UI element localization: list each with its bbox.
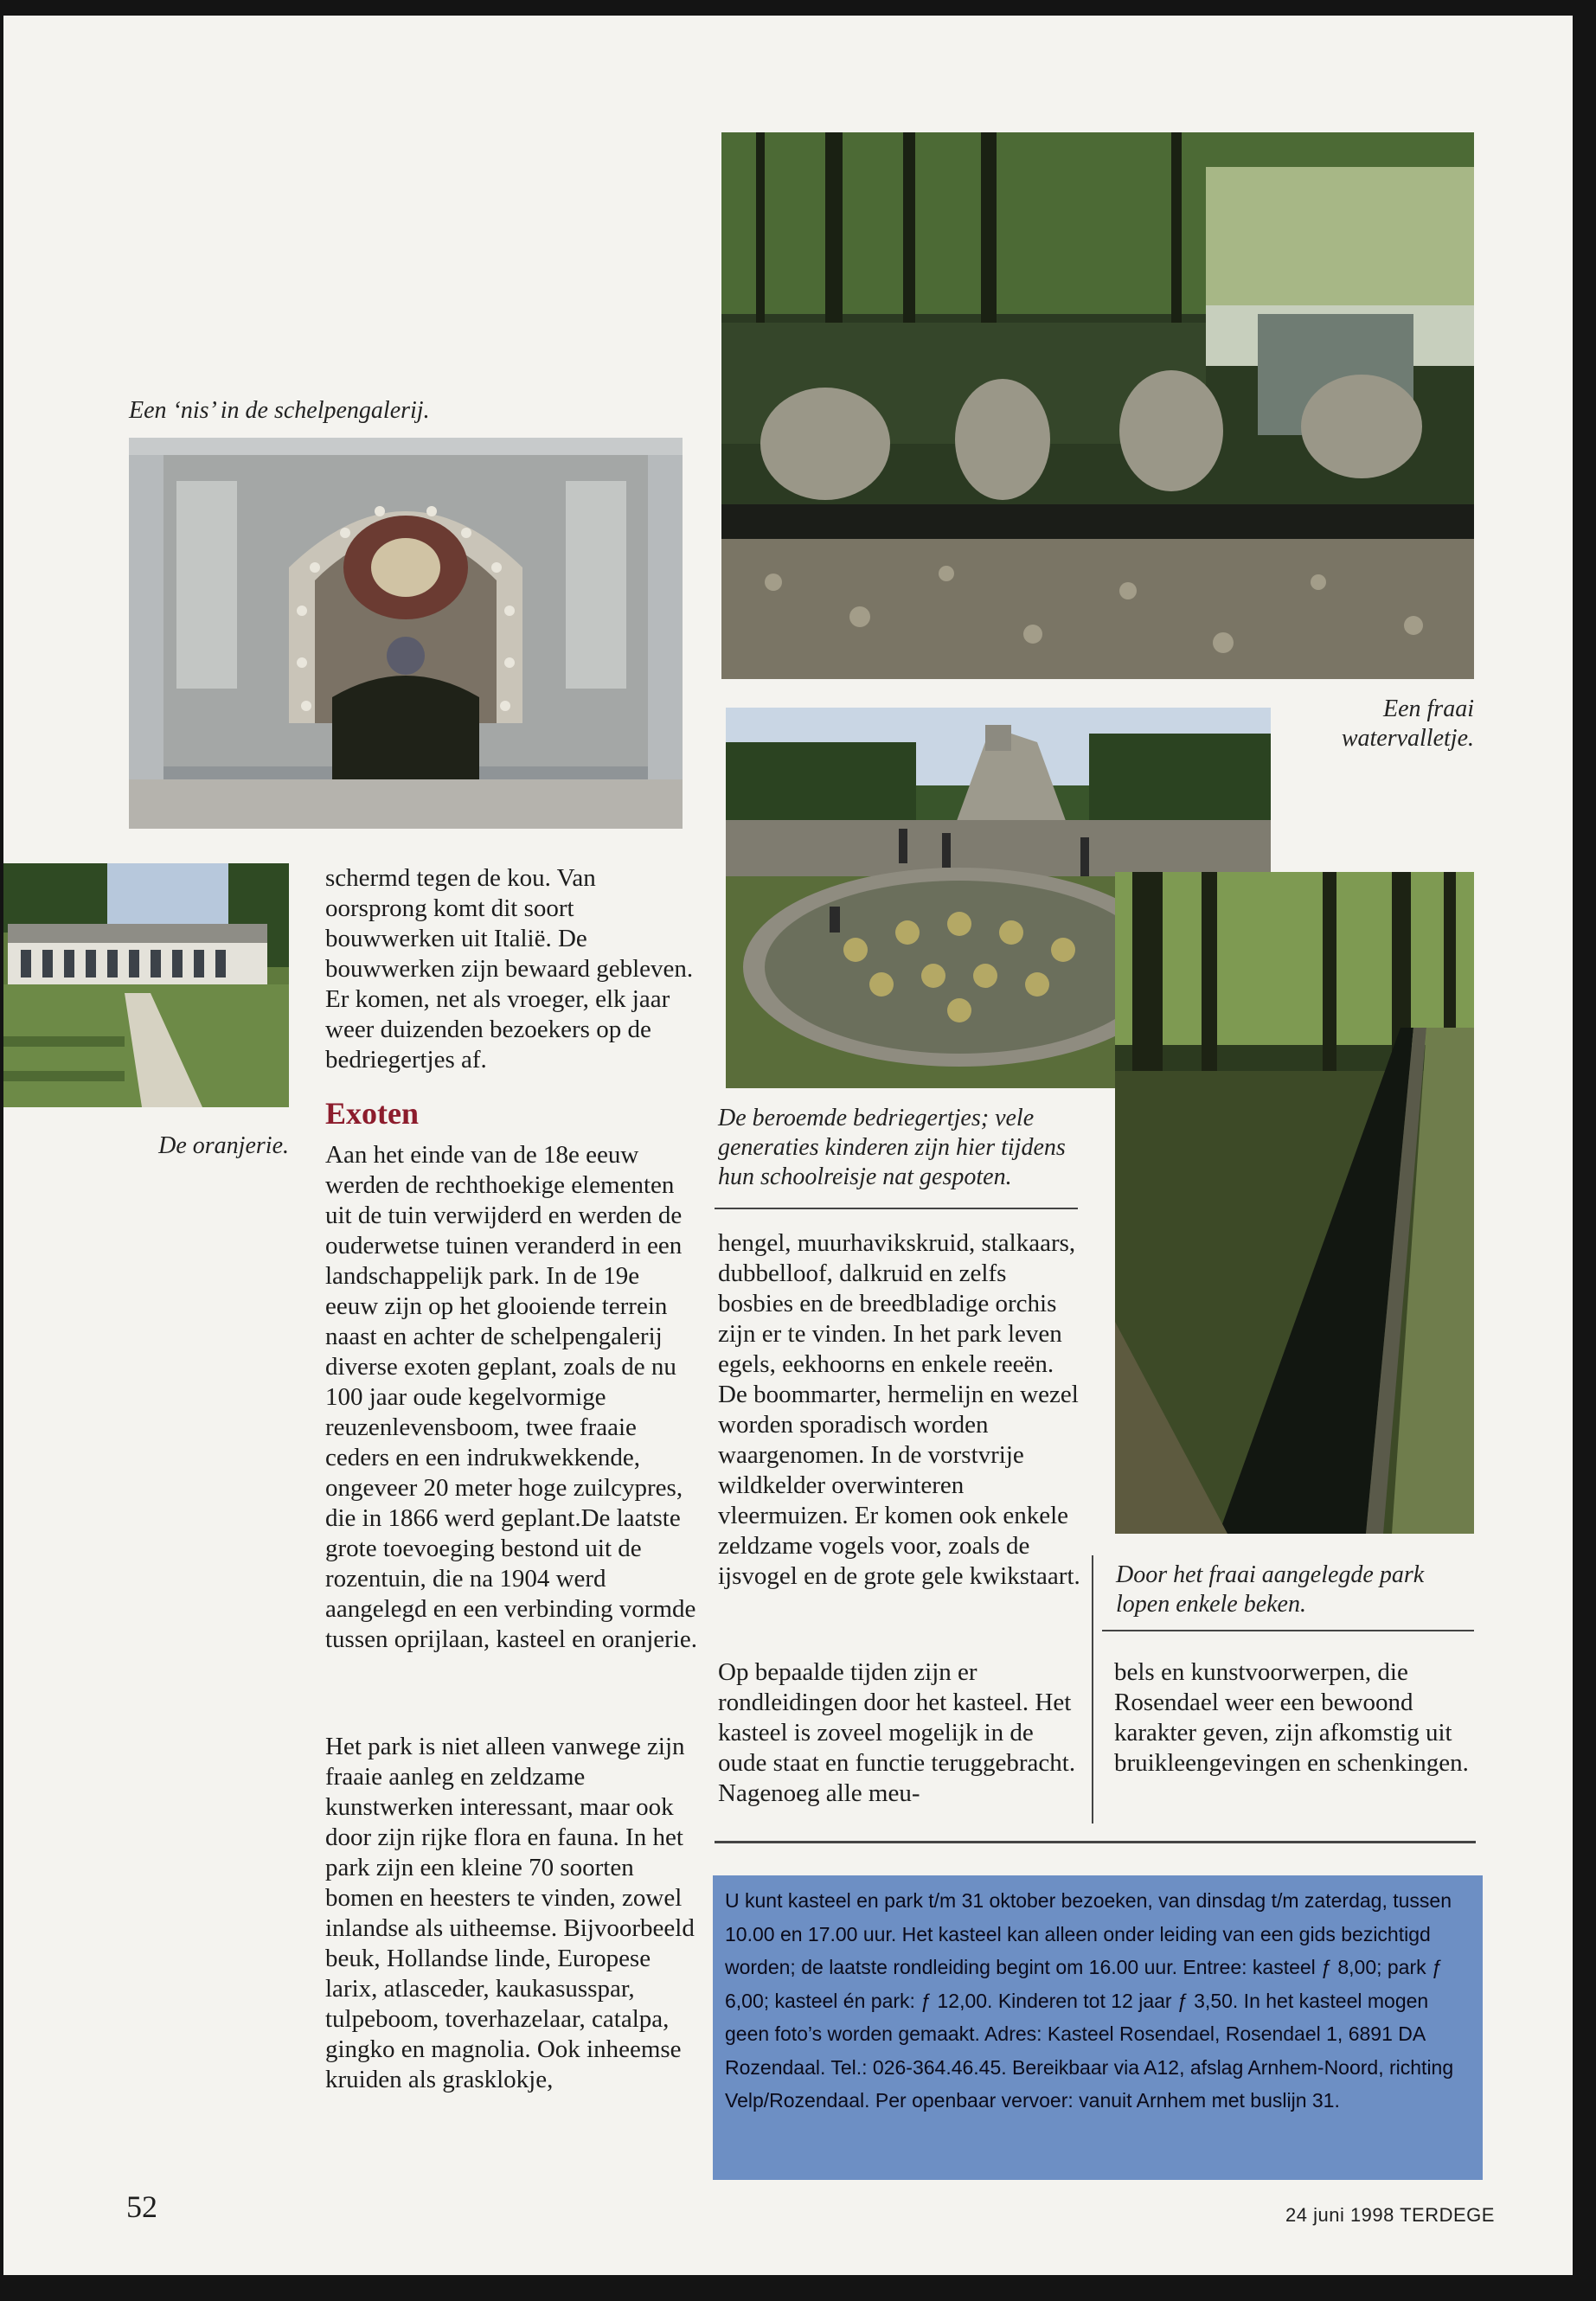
scan-border-right <box>1573 0 1596 2301</box>
col2-paragraph-2: Op bepaalde tijden zijn er rondleidingen door het kasteel. Het kasteel is zoveel mogelijk in de oude staat en functie teruggebracht. Nagenoeg alle meu- <box>718 1658 1076 1807</box>
infobox-top-rule <box>715 1841 1476 1843</box>
column-2-rule <box>715 1208 1078 1209</box>
scan-border-bottom <box>0 2275 1596 2301</box>
photo-shell-gallery-niche <box>129 438 683 829</box>
visitor-info-box: U kunt kasteel en park t/m 31 oktober bezoeken, van dinsdag t/m zaterdag, tussen 10.00 en 17.00 uur. Het kasteel kan alleen onder leiding van een gids bezichtigd worden; de laatste rondleiding begint om 16.00 uur. Entree: kasteel ƒ 8,00; park ƒ 6,00; kasteel én park: ƒ 12,00. Kinderen tot 12 jaar ƒ 3,50. In het kasteel mogen geen foto’s worden gemaakt. Adres: Kasteel Rosendael, Rosendael 1, 6891 DA Rozendaal. Tel.: 026-364.46.45. Bereikbaar via A12, afslag Arnhem-Noord, richting Velp/Rozendaal. Per openbaar vervoer: vanuit Arnhem met buslijn 31. <box>713 1875 1483 2180</box>
magazine-page <box>3 16 1573 2275</box>
scan-border-top <box>0 0 1596 16</box>
caption-oranjerie: De oranjerie. <box>158 1132 289 1159</box>
column-3-rule <box>1102 1630 1474 1631</box>
col3-paragraph-1: bels en kunstvoorwerpen, die Rosendael weer een bewoond karakter geven, zijn afkomstig uit bruikleengevingen en schenkingen. <box>1114 1658 1469 1777</box>
col1-paragraph-1: Aan het einde van de 18e eeuw werden de rechthoekige elementen uit de tuin verwijderd en werden de ouderwetse tuinen veranderd in een landschappelijk park. In de 19e eeuw zijn op het glooiende terrein naast en achter de schelpengalerij diverse exoten geplant, zoals de nu 100 jaar oude kegelvormige reuzenlevensboom, twee fraaie ceders en een indrukwekkende, ongeveer 20 meter hoge zuilcypres, die in 1866 werd geplant.De laatste grote toevoeging bestond uit de rozentuin, die na 1904 werd aangelegd en een verbinding vormde tussen oprijlaan, kasteel en oranjerie. <box>325 1141 698 1653</box>
page-number: 52 <box>126 2189 157 2224</box>
col2-paragraph-1: hengel, muurhavikskruid, stalkaars, dubbelloof, dalkruid en zelfs bosbies en de breedbladige orchis zijn er te vinden. In het park leven egels, eekhoorns en enkele reeën. De boommarter, hermelijn en wezel worden sporadisch worden waargenomen. In de vorstvrije wildkelder overwinteren vleermuizen. Er komen ook enkele zeldzame vogels voor, zoals de ijsvogel en de grote gele kwikstaart. <box>718 1229 1080 1590</box>
issue-line: 24 juni 1998 TERDEGE <box>1285 2204 1495 2226</box>
caption-bedriegertjes: De beroemde bedriegertjes; vele generaties kinderen zijn hier tijdens hun schoolreisje nat gespoten. <box>718 1105 1066 1190</box>
photo-waterfall <box>721 132 1474 679</box>
faint-bleed-through <box>384 119 420 268</box>
column-divider <box>1092 1555 1093 1823</box>
section-heading-exoten: Exoten <box>325 1096 419 1131</box>
caption-waterval: Een fraai watervalletje. <box>1341 695 1474 752</box>
col1-intro: schermd tegen de kou. Van oorsprong komt dit soort bouwwerken uit Italië. De bouwwerken zijn bewaard gebleven. Er komen, net als vroeger, elk jaar weer duizenden bezoekers op de bedriegertjes af. <box>325 864 694 1074</box>
photo-oranjerie <box>3 863 289 1107</box>
caption-beken: Door het fraai aangelegde park lopen enkele beken. <box>1116 1561 1425 1618</box>
photo-beken <box>1115 872 1474 1534</box>
col1-paragraph-2: Het park is niet alleen vanwege zijn fraaie aanleg en zeldzame kunstwerken interessant, maar ook door zijn rijke flora en fauna. In het park zijn een kleine 70 soorten bomen en heesters te vinden, zowel inlandse als uitheemse. Bijvoorbeeld beuk, Hollandse linde, Europese larix, atlasceder, kaukasusspar, tulpeboom, toverhazelaar, catalpa, gingko en magnolia. Ook inheemse kruiden als grasklokje, <box>325 1733 695 2093</box>
caption-nis: Een ‘nis’ in de schelpengalerij. <box>129 397 430 424</box>
